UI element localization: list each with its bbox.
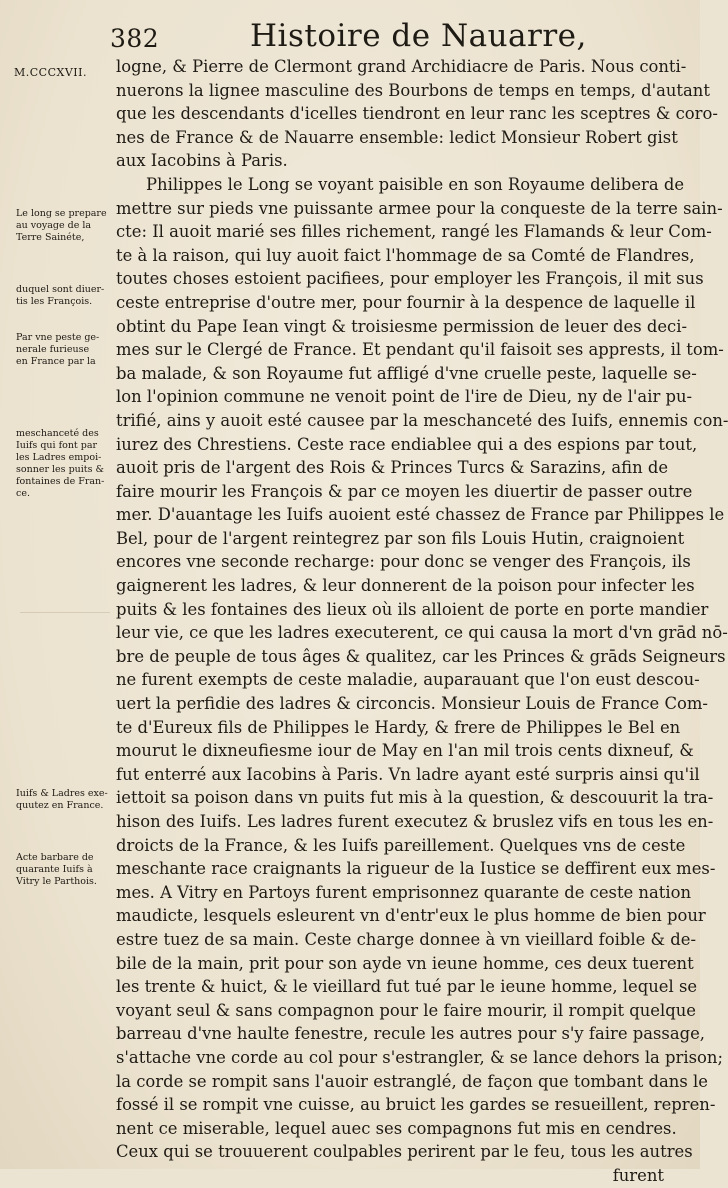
margin-note-line: Terre Sainéte, [16,232,85,243]
text-line: mer. D'auantage les Iuifs auoient esté chassez de France par Philippes le [116,505,725,525]
text-line: maudicte, lesquels esleurent vn d'entr'eux le plus homme de bien pour [116,906,706,926]
text-line: mes sur le Clergé de France. Et pendant qu'il faisoit ses apprests, il tom- [116,340,724,360]
text-line: les trente & huict, & le vieillard fut tué par le ieune homme, lequel se [116,977,698,997]
margin-note-croisade [16,208,110,244]
text-line: iettoit sa poison dans vn puits fut mis à la question, & descouurit la tra- [116,788,714,808]
running-title: Histoire de Nauarre, [250,18,587,54]
text-line: toutes choses estoient pacifiees, pour employer les François, il mit sus [116,269,704,289]
text-line: aux Iacobins à Paris. [116,151,288,171]
text-line: Bel, pour de l'argent reintegrez par son fils Louis Hutin, craignoient [116,528,685,548]
margin-note-line: Le long se prepare [16,208,107,219]
text-line: que les descendants d'icelles tiendront en leur ranc les sceptres & coro- [116,104,718,124]
text-line: cte: Il auoit marié ses filles richement, rangé les Flamands & leur Com- [116,222,712,242]
text-line: fossé il se rompit vne cuisse, au bruict les gardes se resueillent, repren- [116,1095,716,1115]
text-line: te à la raison, qui luy auoit faict l'hommage de sa Comté de Flandres, [116,245,695,265]
text-line: Philippes le Long se voyant paisible en son Royaume delibera de [146,174,685,194]
margin-note-line: Acte barbare de [16,852,94,863]
text-line: voyant seul & sans compagnon pour le faire mourir, il rompit quelque [116,1000,696,1020]
text-line: la corde se rompit sans l'auoir estranglé, de façon que tombant dans le [116,1071,708,1091]
paper-stain [20,612,110,613]
text-line: mes. A Vitry en Partoys furent emprisonnez quarante de ceste nation [116,882,692,902]
text-line: ba malade, & son Royaume fut affligé d'vne cruelle peste, laquelle se- [116,363,697,383]
text-line: Ceux qui se trouuerent coulpables perirent par le feu, tous les autres [116,1142,693,1162]
text-line: bile de la main, prit pour son ayde vn ieune homme, ces deux tuerent [116,953,694,973]
margin-note-line: les Ladres empoi- [16,452,102,463]
margin-note-executez [16,788,110,812]
text-line: puits & les fontaines des lieux où ils alloient de porte en porte mandier [116,599,709,619]
page-number: 382 [110,24,160,53]
margin-note-line: ce. [16,488,30,499]
text-line: ceste entreprise d'outre mer, pour fournir à la despence de laquelle il [116,292,696,312]
margin-note-line: Par vne peste ge- [16,332,100,343]
text-line: obtint du Pape Iean vingt & troisiesme permission de leuer des deci- [116,316,687,336]
text-line: barreau d'vne haulte fenestre, recule les autres pour s'y faire passage, [116,1024,705,1044]
text-line: fut enterré aux Iacobins à Paris. Vn ladre ayant esté surpris ainsi qu'il [116,764,700,784]
text-line: lon l'opinion commune ne venoit point de l'ire de Dieu, ny de l'air pu- [116,387,693,407]
margin-note-line: nerale furieuse [16,344,90,355]
margin-note-line: sonner les puits & [16,464,104,475]
text-line: nes de France & de Nauarre ensemble: ledict Monsieur Robert gist [116,127,678,147]
text-line: leur vie, ce que les ladres executerent, ce qui causa la mort d'vn grād nō- [116,623,728,643]
text-line: auoit pris de l'argent des Rois & Princes Turcs & Sarazins, afin de [116,458,669,478]
text-line: faire mourir les François & par ce moyen les diuertir de passer outre [116,481,693,501]
margin-note-line: en France par la [16,356,96,367]
text-line: mettre sur pieds vne puissante armee pour la conqueste de la terre sain- [116,198,723,218]
text-line: iurez des Chrestiens. Ceste race endiablee qui a des espions par tout, [116,434,698,454]
text-line: logne, & Pierre de Clermont grand Archidiacre de Paris. Nous conti- [116,57,687,76]
text-line: s'attache vne corde au col pour s'estrangler, & se lance dehors la prison; [116,1047,723,1067]
margin-note-line: au voyage de la [16,220,92,231]
margin-note-vitry [16,852,110,888]
text-line: mourut le dixneufiesme iour de May en l'an mil trois cents dixneuf, & [116,741,694,761]
text-line: gaignerent les ladres, & leur donnerent de la poison pour infecter les [116,576,695,596]
margin-note-line: duquel sont diuer- [16,284,105,295]
text-line: droicts de la France, & les Iuifs pareillement. Quelques vns de ceste [116,835,686,855]
margin-note-line: Iuifs & Ladres exe- [16,788,108,799]
text-line: bre de peuple de tous âges & qualitez, car les Princes & grāds Seigneurs [116,646,726,666]
text-line: hison des Iuifs. Les ladres furent executez & bruslez vifs en tous les en- [116,812,714,831]
margin-note-line: Vitry le Parthois. [16,876,97,887]
margin-note-line: meschanceté des [16,428,99,439]
margin-note-line: quutez en France. [16,800,104,811]
text-line: encores vne seconde recharge: pour donc se venger des François, ils [116,552,691,572]
margin-note-line: Iuifs qui font par [16,440,98,451]
text-line: uert la perfidie des ladres & circoncis. Monsieur Louis de France Com- [116,694,708,714]
text-line: meschante race craignants la rigueur de la Iustice se deffirent eux mes- [116,859,716,879]
text-line: trifié, ains y auoit esté causee par la meschanceté des Iuifs, ennemis con- [116,410,728,430]
text-line: ne furent exempts de ceste maladie, auparauant que l'on eust descou- [116,670,700,690]
body-text [116,55,728,1188]
margin-note-peste [16,332,110,368]
year-marginal-note: M.CCCXVII. [14,66,87,79]
margin-note-line: quarante Iuifs à [16,864,93,875]
text-line: nent ce miserable, lequel auec ses compagnons fut mis en cendres. [116,1118,677,1138]
margin-note-line: tis les François. [16,296,93,307]
margin-note-meschancete [16,428,110,500]
page-header [110,18,670,58]
text-line: estre tuez de sa main. Ceste charge donnee à vn vieillard foible & de- [116,929,697,949]
catchword: furent [612,1165,664,1185]
text-line: nuerons la lignee masculine des Bourbons de temps en temps, d'autant [116,80,710,100]
text-line: te d'Eureux fils de Philippes le Hardy, & frere de Philippes le Bel en [116,717,681,737]
margin-note-line: fontaines de Fran- [16,476,105,487]
margin-note-diuertis [16,284,110,308]
